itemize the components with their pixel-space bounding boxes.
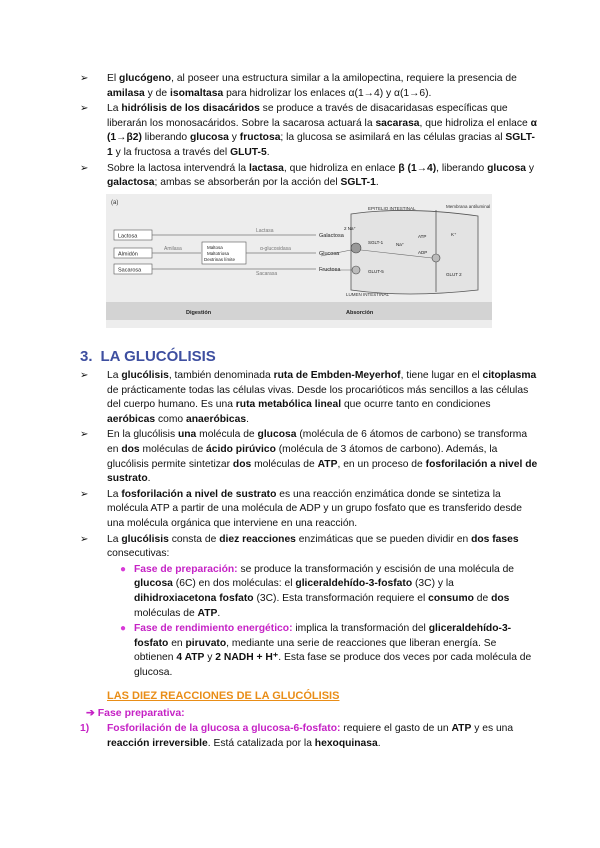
emphasis-text: ATP bbox=[317, 458, 338, 470]
intro-bullet-list bbox=[80, 72, 538, 192]
label-glut2: GLUT 2 bbox=[446, 272, 462, 277]
emphasis-text: glucosa bbox=[190, 132, 229, 144]
text-run: implica la transformación del bbox=[292, 623, 429, 635]
label-na: Na⁺ bbox=[396, 242, 405, 247]
figure-footer bbox=[106, 302, 492, 320]
emphasis-text: dos bbox=[121, 443, 140, 455]
text-run: La bbox=[107, 103, 122, 115]
text-run: (3C) y la bbox=[412, 578, 454, 590]
phases-list bbox=[118, 563, 538, 681]
text-run: y de bbox=[144, 87, 170, 99]
emphasis-text: Fosforilación de la glucosa a glucosa-6-fosfato: bbox=[107, 723, 341, 734]
glut2-transporter bbox=[432, 254, 440, 262]
label-k: K⁺ bbox=[451, 232, 457, 237]
substrate-lactosa: Lactosa bbox=[118, 233, 138, 240]
emphasis-text: glucosa bbox=[487, 162, 527, 174]
box-line-dextrinas: Dextrinas límite bbox=[204, 257, 236, 262]
product-fructosa: Fructosa bbox=[319, 267, 341, 273]
emphasis-text: consumo bbox=[428, 592, 474, 604]
text-run: . bbox=[377, 737, 381, 749]
text-run: La bbox=[107, 370, 122, 381]
text-run: . Está catalizada por la bbox=[207, 737, 315, 749]
box-line-maltotriosa: Maltotriosa bbox=[207, 251, 230, 256]
text-run: consecutivas: bbox=[107, 548, 170, 560]
text-run: como bbox=[155, 413, 186, 425]
label-lactasa: Lactasa bbox=[256, 228, 274, 234]
label-2na: 2 Na⁺ bbox=[344, 226, 356, 231]
text-run: moléculas de bbox=[139, 443, 207, 455]
emphasis-text: isomaltasa bbox=[169, 87, 224, 99]
emphasis-text: SGLT-1 bbox=[340, 177, 376, 189]
emphasis-text: una bbox=[177, 429, 197, 441]
step-number: 1) bbox=[80, 723, 90, 734]
bullet-item bbox=[80, 533, 538, 562]
emphasis-text: piruvato bbox=[185, 637, 227, 649]
product-glucosa: Glucosa bbox=[319, 251, 340, 257]
text-run: . Esta fase se produce dos veces por cada molécula de glucosa. bbox=[134, 652, 532, 678]
label-atp: ATP bbox=[418, 234, 427, 239]
emphasis-text: citoplasma bbox=[482, 370, 537, 381]
emphasis-text: ácido pirúvico bbox=[206, 443, 276, 455]
text-run: y bbox=[526, 162, 535, 174]
text-run: , que hidroliza en enlace bbox=[283, 162, 399, 174]
emphasis-text: gliceraldehído-3-fosfato bbox=[134, 623, 512, 649]
text-run: consta de bbox=[168, 533, 220, 545]
text-run: se produce la transformación y escisión de una molécula de bbox=[237, 563, 515, 575]
label-amilasa: Amilasa bbox=[164, 246, 182, 252]
text-run: enzimáticas que se pueden dividir en bbox=[295, 533, 472, 545]
bullet-item bbox=[80, 72, 538, 101]
emphasis-text: fructosa bbox=[239, 132, 281, 144]
bullet-item bbox=[80, 428, 538, 486]
emphasis-text: α (1→β2) bbox=[107, 117, 537, 144]
arrow-bullet-icon: ➢ bbox=[80, 429, 89, 441]
text-run: es una reacción enzimática donde se sintetiza la molécula ATP a partir de una molécula de ADP y un grupo fosfato que es transferido desde una molécula orgánica que interviene en una reacción. bbox=[107, 488, 522, 529]
emphasis-text: dos bbox=[491, 592, 510, 604]
emphasis-text: amilasa bbox=[107, 87, 145, 99]
text-run: (molécula de 3 átomos de carbono). Además, la glucólisis permite sintetizar bbox=[107, 443, 498, 470]
text-run: . bbox=[217, 607, 221, 619]
label-sacarasa: Sacarasa bbox=[256, 271, 278, 277]
text-run: , al poseer una estructura similar a la amilopectina, requiere la presencia de bbox=[171, 73, 517, 84]
bullet-item bbox=[80, 488, 538, 532]
text-run: de prácticamente todas las células vivas. Desde los procarióticos más sencillos a las células del cuerpo humano. Es una bbox=[107, 384, 529, 411]
arrow-bullet-icon: ➢ bbox=[80, 488, 89, 500]
emphasis-text: Fase de rendimiento energético: bbox=[134, 623, 293, 635]
text-run: y bbox=[204, 652, 216, 664]
carbohydrate-digestion-figure bbox=[106, 194, 492, 328]
text-run: . bbox=[246, 413, 249, 425]
text-run: ; ambas se absorberán por la acción del bbox=[154, 177, 341, 189]
bullet-item bbox=[118, 563, 538, 621]
emphasis-text: glucólisis bbox=[121, 370, 169, 381]
text-run: . bbox=[375, 177, 379, 189]
bullet-item bbox=[80, 162, 538, 191]
section-title: LA GLUCÓLISIS bbox=[100, 348, 216, 365]
text-run: Sobre la lactosa intervendrá la bbox=[107, 162, 249, 174]
emphasis-text: anaeróbicas bbox=[186, 413, 247, 425]
emphasis-text: diez reacciones bbox=[219, 533, 296, 545]
section-heading bbox=[80, 348, 224, 365]
box-line-maltosa: Maltosa bbox=[207, 245, 223, 250]
text-run: (3C). Esta transformación requiere el bbox=[253, 592, 429, 604]
prep-phase-label: ➔ Fase preparativa: bbox=[86, 707, 185, 719]
emphasis-text: ruta de Embden-Meyerhof bbox=[273, 370, 401, 381]
panel-label: (a) bbox=[111, 200, 119, 206]
emphasis-text: ruta metabólica lineal bbox=[235, 399, 342, 411]
emphasis-text: lactasa bbox=[248, 162, 284, 174]
emphasis-text: GLUT-5 bbox=[230, 146, 267, 158]
text-run: , tiene lugar en el bbox=[400, 370, 483, 381]
text-run: requiere el gasto de un bbox=[340, 723, 452, 734]
epithelial-cell bbox=[351, 210, 478, 294]
emphasis-text: glucosa bbox=[257, 429, 297, 441]
bullet-item bbox=[80, 102, 538, 160]
dot-bullet-icon: ● bbox=[120, 623, 127, 635]
emphasis-text: galactosa bbox=[107, 177, 155, 189]
text-run: . bbox=[147, 473, 151, 485]
label-sglt1: SGLT-1 bbox=[368, 240, 384, 245]
text-run: , también denominada bbox=[168, 370, 274, 381]
glycolysis-bullet-list bbox=[80, 369, 538, 681]
text-run: La bbox=[107, 488, 122, 500]
product-galactosa: Galactosa bbox=[319, 233, 344, 239]
dot-bullet-icon: ● bbox=[120, 563, 127, 575]
emphasis-text: reacción irreversible bbox=[107, 737, 208, 749]
emphasis-text: Fase de preparación: bbox=[134, 563, 238, 575]
emphasis-text: ATP bbox=[451, 723, 472, 734]
substrate-almidon: Almidón bbox=[118, 251, 138, 258]
emphasis-text: glucólisis bbox=[121, 533, 169, 545]
arrow-bullet-icon: ➢ bbox=[80, 162, 89, 174]
emphasis-text: sacarasa bbox=[375, 117, 420, 129]
text-run: La bbox=[107, 533, 122, 545]
emphasis-text: hidrólisis de los disacáridos bbox=[121, 103, 260, 115]
arrow-bullet-icon: ➢ bbox=[80, 103, 89, 115]
text-run: ; la glucosa se asimilará en las células gracias al bbox=[280, 132, 506, 144]
emphasis-text: gliceraldehído-3-fosfato bbox=[295, 578, 413, 590]
reaction-step-1 bbox=[80, 722, 538, 751]
section-number: 3. bbox=[80, 348, 93, 365]
label-absorcion: Absorción bbox=[346, 310, 374, 316]
label-membrana: Membrana antiluminal bbox=[446, 204, 491, 209]
text-run: . bbox=[266, 146, 270, 158]
emphasis-text: SGLT-1 bbox=[107, 132, 535, 158]
emphasis-text: glucógeno bbox=[119, 73, 172, 84]
text-run: (molécula de 6 átomos de carbono) se transforma en bbox=[107, 429, 528, 455]
label-digestion: Digestión bbox=[186, 310, 212, 316]
emphasis-text: dihidroxiacetona fosfato bbox=[134, 592, 254, 604]
emphasis-text: dos bbox=[232, 458, 252, 470]
reactions-title: LAS DIEZ REACCIONES DE LA GLUCÓLISIS bbox=[107, 690, 340, 702]
text-run: y la fructosa a través del bbox=[112, 146, 231, 158]
bullet-item bbox=[118, 622, 538, 680]
emphasis-text: hexoquinasa bbox=[314, 737, 378, 749]
text-run: El bbox=[107, 73, 120, 84]
text-run: En la glucólisis bbox=[107, 429, 178, 441]
emphasis-text: 2 NADH + H⁺ bbox=[215, 652, 279, 664]
bullet-item bbox=[80, 369, 538, 427]
emphasis-text: aeróbicas bbox=[107, 413, 156, 425]
label-adp: ADP bbox=[418, 250, 428, 255]
arrow-bullet-icon: ➢ bbox=[80, 533, 89, 545]
digestion-absorption-diagram bbox=[106, 194, 492, 328]
text-run: moléculas de bbox=[134, 607, 198, 619]
text-run: , que hidroliza el enlace bbox=[419, 117, 531, 129]
label-glut5: GLUT-5 bbox=[368, 269, 384, 274]
text-run: , mediante una serie de reacciones que liberan energía. Se obtienen bbox=[134, 637, 497, 664]
text-run: que ocurre tanto en condiciones bbox=[341, 399, 491, 411]
text-run: , en un proceso de bbox=[337, 458, 426, 470]
label-lumen: LUMEN INTESTINAL bbox=[346, 292, 390, 297]
glut5-transporter bbox=[352, 266, 360, 274]
emphasis-text: glucosa bbox=[134, 578, 173, 590]
sglt1-transporter bbox=[351, 243, 361, 253]
emphasis-text: fosforilación a nivel de sustrato bbox=[107, 458, 538, 485]
text-run: y bbox=[228, 132, 240, 144]
emphasis-text: 4 ATP bbox=[176, 652, 205, 664]
emphasis-text: ATP bbox=[197, 607, 218, 619]
text-run: en bbox=[168, 637, 186, 649]
label-alfa-glucosidasa: α-glucosidasa bbox=[260, 246, 291, 252]
text-run: (6C) en dos moléculas: el bbox=[172, 578, 296, 590]
text-run: moléculas de bbox=[251, 458, 318, 470]
emphasis-text: fosforilación a nivel de sustrato bbox=[121, 488, 277, 500]
emphasis-text: β (1→4) bbox=[398, 162, 437, 174]
text-run: liberando bbox=[141, 132, 190, 144]
text-run: y es una bbox=[471, 723, 514, 734]
label-epitelio: EPITELIO INTESTINAL bbox=[368, 206, 416, 211]
emphasis-text: dos fases bbox=[471, 533, 519, 545]
substrate-sacarosa: Sacarosa bbox=[118, 267, 142, 274]
text-run: , liberando bbox=[436, 162, 488, 174]
text-run: para hidrolizar los enlaces α(1→4) y α(1→6). bbox=[223, 87, 432, 99]
arrow-bullet-icon: ➢ bbox=[80, 370, 89, 381]
text-run: molécula de bbox=[196, 429, 258, 441]
arrow-bullet-icon: ➢ bbox=[80, 73, 89, 84]
text-run: se produce a través de disacaridasas específicas que liberarán los monosacáridos. Sobre la sacarosa actuará la bbox=[107, 103, 508, 129]
text-run: de bbox=[473, 592, 492, 604]
